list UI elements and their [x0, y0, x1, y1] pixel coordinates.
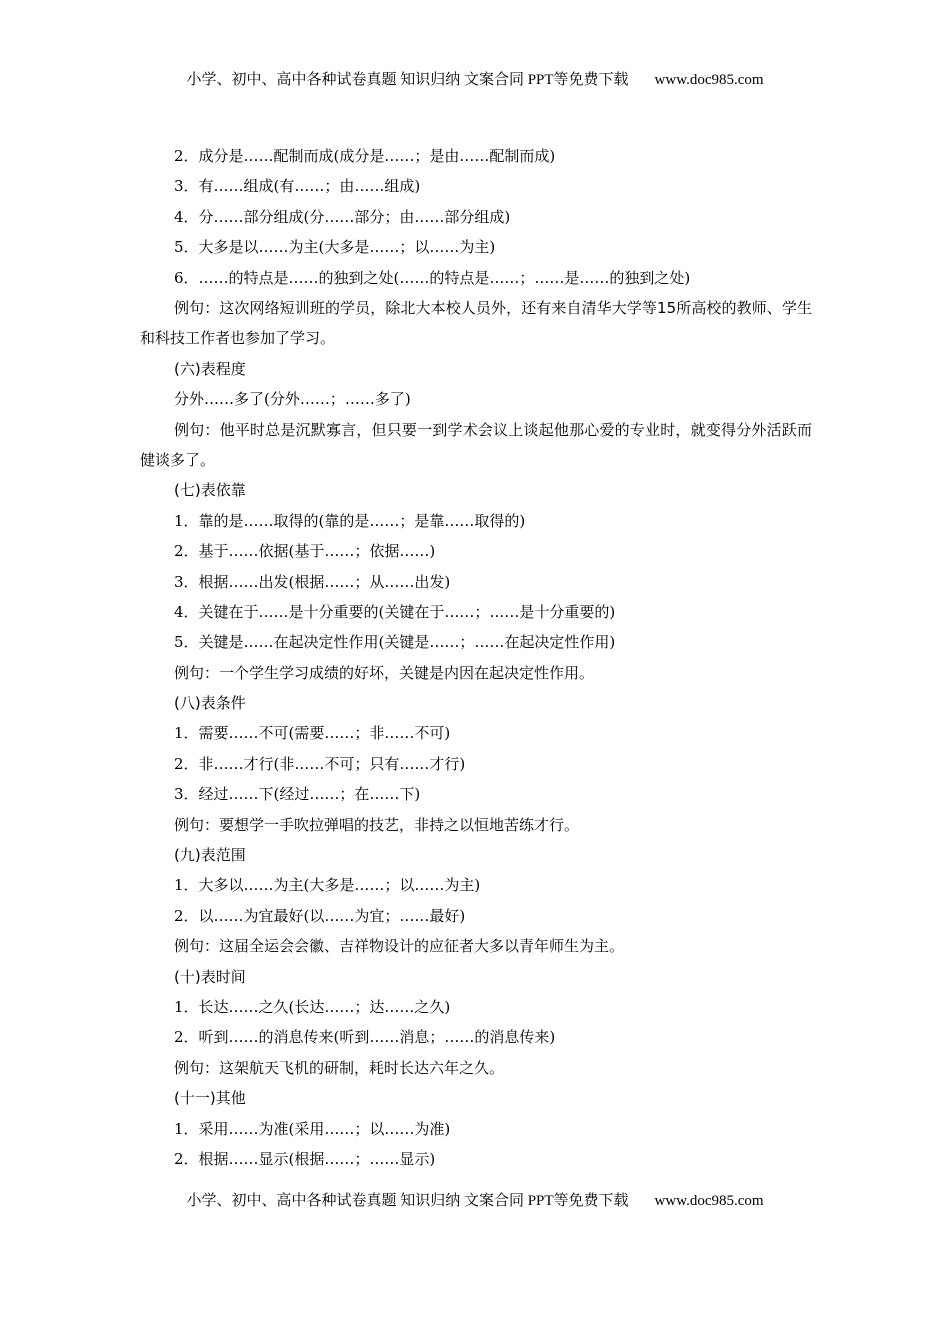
- item-line: 6．……的特点是……的独到之处(……的特点是……；……是……的独到之处): [174, 268, 691, 287]
- header-site: www.doc985.com: [654, 72, 764, 88]
- page-footer: [0, 1189, 950, 1210]
- document-body: [140, 141, 812, 1174]
- section-heading: (七)表依靠: [174, 481, 246, 500]
- item-line: 3．根据……出发(根据……；从……出发): [174, 572, 451, 591]
- section-heading: (十一)其他: [174, 1089, 246, 1108]
- example-sentence: 例句：一个学生学习成绩的好坏，关键是内因在起决定性作用。: [174, 663, 595, 682]
- page-header: [0, 68, 950, 89]
- example-sentence: 例句：要想学一手吹拉弹唱的技艺，非持之以恒地苦练才行。: [174, 815, 580, 834]
- item-line: 3．经过……下(经过……；在……下): [174, 785, 421, 804]
- item-line: 2．以……为宜最好(以……为宜；……最好): [174, 906, 466, 925]
- item-line: 4．关键在于……是十分重要的(关键在于……；……是十分重要的): [174, 602, 616, 621]
- item-line: 分外……多了(分外……；……多了): [174, 390, 411, 409]
- item-line: 2．根据……显示(根据……；……显示): [174, 1149, 436, 1168]
- section-heading: (八)表条件: [174, 694, 246, 713]
- item-line: 2．基于……依据(基于……；依据……): [174, 542, 436, 561]
- item-line: 2．非……才行(非……不可；只有……才行): [174, 754, 466, 773]
- item-line: 4．分……部分组成(分……部分；由……部分组成): [174, 207, 511, 226]
- example-sentence: 例句：这届全运会会徽、吉祥物设计的应征者大多以青年师生为主。: [174, 937, 625, 956]
- section-heading: (六)表程度: [174, 359, 246, 378]
- item-line: 1．大多以……为主(大多是……；以……为主): [174, 876, 481, 895]
- section-heading: (九)表范围: [174, 846, 246, 865]
- item-line: 2．成分是……配制而成(成分是……；是由……配制而成): [174, 147, 556, 165]
- header-text: 小学、初中、高中各种试卷真题 知识归纳 文案合同 PPT等免费下载: [186, 72, 629, 88]
- item-line: 5．大多是以……为主(大多是……；以……为主): [174, 238, 496, 257]
- example-sentence: 例句：这次网络短训班的学员，除北大本校人员外，还有来自清华大学等15所高校的教师、学生和科技工作者也参加了学习。: [140, 298, 812, 348]
- item-line: 3．有……组成(有……；由……组成): [174, 177, 421, 196]
- item-line: 2．听到……的消息传来(听到……消息；……的消息传来): [174, 1028, 556, 1047]
- item-line: 1．需要……不可(需要……；非……不可): [174, 724, 451, 743]
- section-heading: (十)表时间: [174, 967, 246, 986]
- item-line: 5．关键是……在起决定性作用(关键是……；……在起决定性作用): [174, 633, 616, 652]
- item-line: 1．采用……为准(采用……；以……为准): [174, 1119, 451, 1138]
- footer-text: 小学、初中、高中各种试卷真题 知识归纳 文案合同 PPT等免费下载: [186, 1193, 629, 1209]
- example-sentence: 例句：他平时总是沉默寡言，但只要一到学术会议上谈起他那心爱的专业时，就变得分外活跃而健谈多了。: [140, 420, 812, 469]
- item-line: 1．靠的是……取得的(靠的是……；是靠……取得的): [174, 511, 526, 530]
- footer-site: www.doc985.com: [654, 1193, 764, 1209]
- item-line: 1．长达……之久(长达……；达……之久): [174, 998, 451, 1016]
- example-sentence: 例句：这架航天飞机的研制，耗时长达六年之久。: [174, 1058, 505, 1077]
